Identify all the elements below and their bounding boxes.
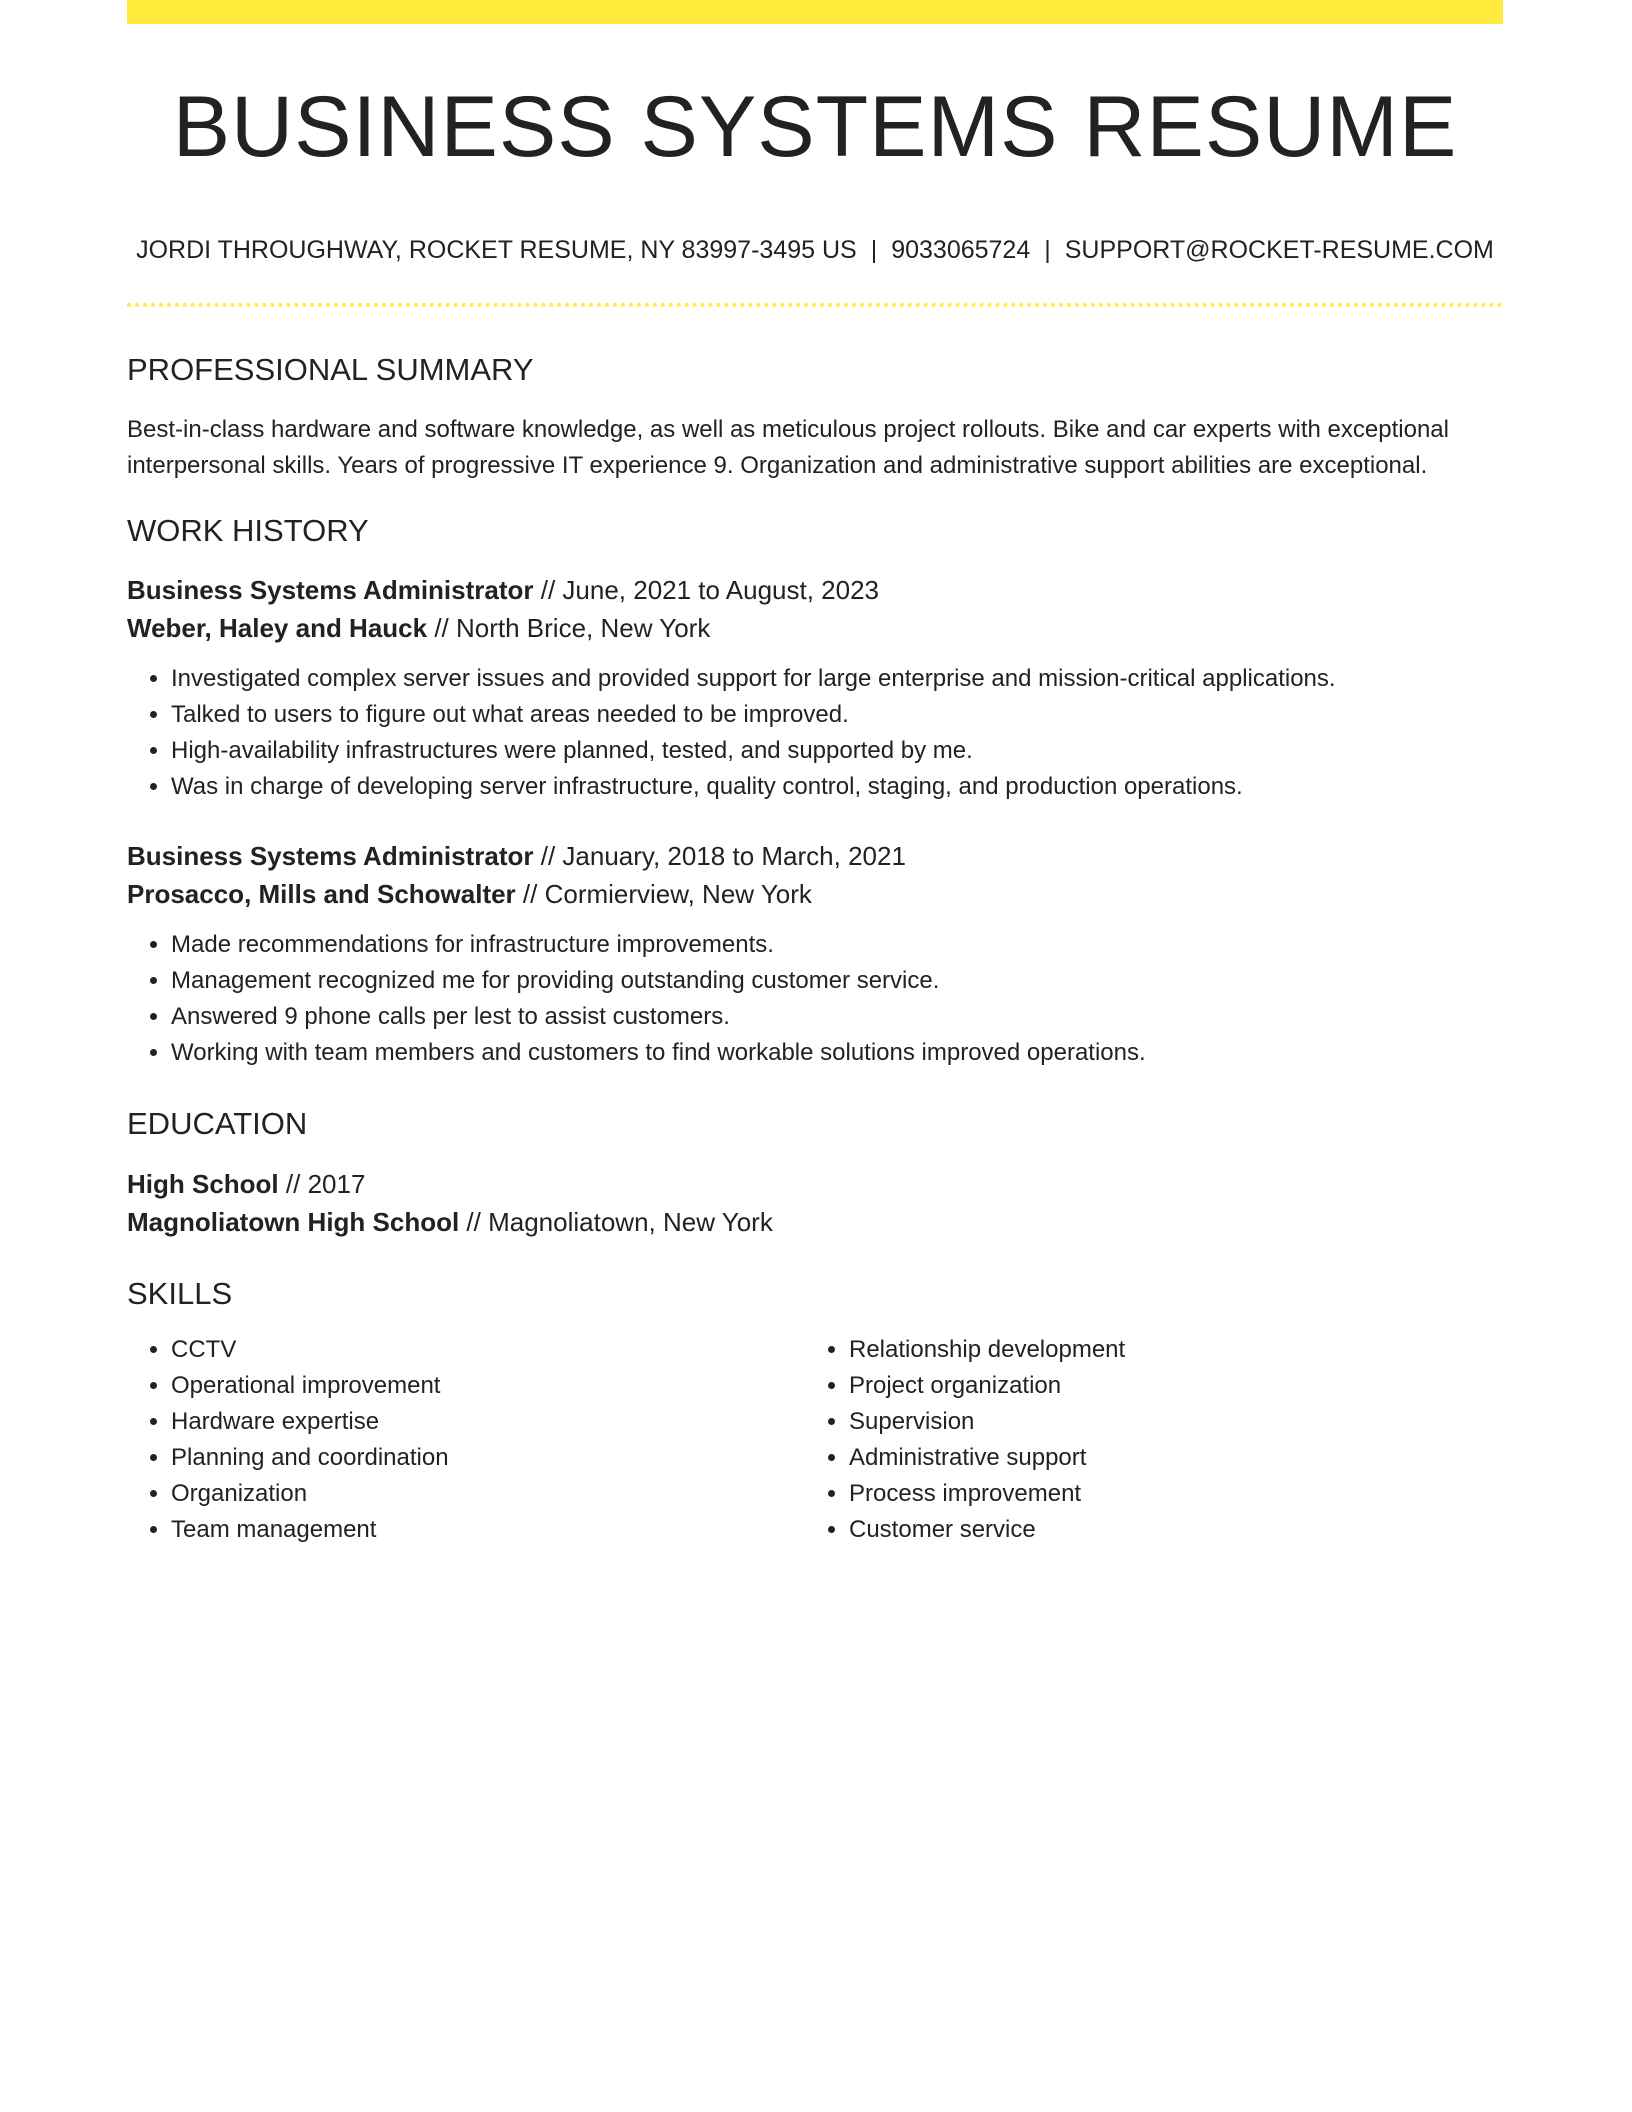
job-company-line [127,609,1503,647]
job-title-line [127,571,1503,609]
job-entry [127,837,1503,1071]
skill-item: • Operational improvement [171,1368,805,1404]
job-bullet: • Management recognized me for providing outstanding customer service. [171,963,1503,999]
skill-item: • Relationship development [849,1332,1483,1368]
job-title: Business Systems Administrator [127,575,534,606]
skill-item: • Hardware expertise [171,1404,805,1440]
work-history-heading: WORK HISTORY [127,513,369,549]
skill-item: • Supervision [849,1404,1483,1440]
resume-title: BUSINESS SYSTEMS RESUME [172,79,1458,175]
contact-line [127,236,1503,265]
job-location: // North Brice, New York [427,613,711,644]
job-bullet: • High-availability infrastructures were planned, tested, and supported by me. [171,733,1503,769]
skill-item: • Team management [171,1512,805,1548]
education-location: // Magnoliatown, New York [459,1206,773,1237]
job-entry [127,571,1503,805]
job-bullets [127,661,1503,805]
job-company: Prosacco, Mills and Schowalter [127,879,516,910]
job-dates: // January, 2018 to March, 2021 [533,841,906,872]
job-company: Weber, Haley and Hauck [127,613,428,644]
contact-address: JORDI THROUGHWAY, ROCKET RESUME, NY 83997-3495 US [136,236,857,264]
contact-phone: 9033065724 [891,236,1031,264]
dotted-divider [127,303,1503,307]
skill-item: • Process improvement [849,1476,1483,1512]
skills-column-right [805,1332,1483,1548]
job-bullet: • Answered 9 phone calls per lest to assist customers. [171,999,1503,1035]
contact-separator: | [870,236,878,264]
skills-grid [127,1332,1503,1548]
contact-email: SUPPORT@ROCKET-RESUME.COM [1064,236,1494,264]
job-bullet: • Talked to users to figure out what areas needed to be improved. [171,697,1503,733]
skills-column-left [127,1332,805,1548]
skill-item: • CCTV [171,1332,805,1368]
summary-heading: PROFESSIONAL SUMMARY [127,352,534,387]
education-heading: EDUCATION [127,1106,308,1142]
resume-page [127,0,1503,1548]
education-degree: High School [127,1168,279,1199]
job-bullet: • Made recommendations for infrastructure improvements. [171,927,1503,963]
skill-item: • Organization [171,1476,805,1512]
job-location: // Cormierview, New York [515,879,812,910]
education-degree-line [127,1165,1503,1203]
skills-list [805,1332,1483,1548]
skill-item: • Project organization [849,1368,1483,1404]
summary-text: Best-in-class hardware and software knowledge, as well as meticulous project rollouts. Bike and car experts with exceptional interpersonal skills. Years of progressive IT experience 9. Organization and administrative support abilities are exceptional. [127,416,1449,480]
job-bullets [127,927,1503,1071]
contact-separator: | [1044,236,1051,264]
top-accent-bar [127,0,1503,24]
skills-list [127,1332,805,1548]
job-title: Business Systems Administrator [127,841,534,872]
skill-item: • Planning and coordination [171,1440,805,1476]
job-title-line [127,837,1503,875]
job-bullet: • Was in charge of developing server infrastructure, quality control, staging, and production operations. [171,769,1503,805]
job-bullet: • Working with team members and customers to find workable solutions improved operations. [171,1035,1503,1071]
job-bullet: • Investigated complex server issues and provided support for large enterprise and mission-critical applications. [171,661,1503,697]
education-school-line [127,1203,1503,1241]
education-entry [127,1165,1503,1241]
skill-item: • Administrative support [849,1440,1483,1476]
job-dates: // June, 2021 to August, 2023 [533,575,880,606]
skill-item: • Customer service [849,1512,1483,1548]
job-company-line [127,875,1503,913]
skills-heading: SKILLS [127,1275,233,1311]
education-year: // 2017 [278,1168,366,1199]
education-school: Magnoliatown High School [127,1206,460,1237]
